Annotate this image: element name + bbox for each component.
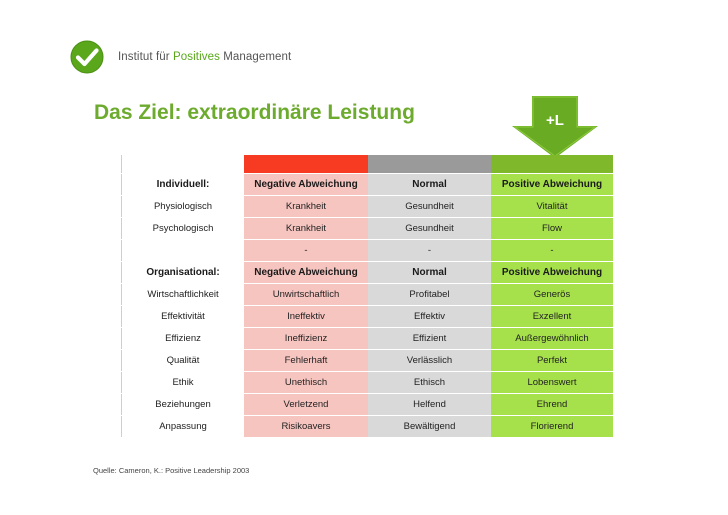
logo — [70, 40, 291, 74]
table-cell: Lobenswert — [491, 372, 613, 393]
table-cell: Ethik — [121, 372, 244, 393]
header-bar-blank — [121, 155, 244, 173]
table-cell: Positive Abweichung — [491, 174, 613, 195]
table-cell: Normal — [368, 174, 491, 195]
table-cell: Individuell: — [121, 174, 244, 195]
table-cell: Ethisch — [368, 372, 491, 393]
table-row — [121, 394, 613, 415]
table-row — [121, 328, 613, 349]
table-cell: Negative Abweichung — [244, 174, 368, 195]
table-cell: Organisational: — [121, 262, 244, 283]
table-cell: Effizient — [368, 328, 491, 349]
table-row — [121, 240, 613, 261]
table-cell: Gesundheit — [368, 218, 491, 239]
table-cell: Verlässlich — [368, 350, 491, 371]
comparison-table — [121, 154, 613, 438]
table-cell: Beziehungen — [121, 394, 244, 415]
table-cell: Negative Abweichung — [244, 262, 368, 283]
table-cell: Ineffektiv — [244, 306, 368, 327]
header-bar-normal — [368, 155, 491, 173]
checkmark-circle-icon — [70, 40, 104, 74]
table-cell: - — [491, 240, 613, 261]
table-cell: Effektiv — [368, 306, 491, 327]
logo-text-pre: Institut für — [118, 51, 173, 63]
table-row — [121, 350, 613, 371]
table-cell: Unwirtschaftlich — [244, 284, 368, 305]
page-title: Das Ziel: extraordinäre Leistung — [94, 101, 415, 124]
table-cell: Perfekt — [491, 350, 613, 371]
table-section-header — [121, 262, 613, 283]
table-cell: Ehrend — [491, 394, 613, 415]
table-cell: Effizienz — [121, 328, 244, 349]
table-cell: Positive Abweichung — [491, 262, 613, 283]
logo-text — [118, 51, 291, 63]
table-cell: Psychologisch — [121, 218, 244, 239]
table-cell: Bewältigend — [368, 416, 491, 437]
logo-text-highlight: Positives — [173, 51, 220, 63]
table-cell: Exzellent — [491, 306, 613, 327]
table-cell: Unethisch — [244, 372, 368, 393]
table-cell: Risikoavers — [244, 416, 368, 437]
table-row — [121, 284, 613, 305]
table-cell: Ineffizienz — [244, 328, 368, 349]
table-cell: Effektivität — [121, 306, 244, 327]
table-cell: Krankheit — [244, 218, 368, 239]
table-cell: Außergewöhnlich — [491, 328, 613, 349]
table-cell: Anpassung — [121, 416, 244, 437]
table-cell: Florierend — [491, 416, 613, 437]
table-cell: Fehlerhaft — [244, 350, 368, 371]
logo-text-post: Management — [219, 51, 292, 63]
table-cell: Krankheit — [244, 196, 368, 217]
table-cell: Physiologisch — [121, 196, 244, 217]
table-cell: Profitabel — [368, 284, 491, 305]
table-cell — [121, 240, 244, 261]
header-bar-positive — [491, 155, 613, 173]
table-row — [121, 306, 613, 327]
table-row — [121, 372, 613, 393]
table-cell: Verletzend — [244, 394, 368, 415]
table-cell: - — [244, 240, 368, 261]
table-cell: Normal — [368, 262, 491, 283]
table-cell: Helfend — [368, 394, 491, 415]
header-bar-negative — [244, 155, 368, 173]
arrow-label: +L — [546, 112, 564, 129]
table-cell: Gesundheit — [368, 196, 491, 217]
source-note: Quelle: Cameron, K.: Positive Leadership 2003 — [93, 466, 250, 475]
table-cell: - — [368, 240, 491, 261]
table-row — [121, 196, 613, 217]
table-cell: Qualität — [121, 350, 244, 371]
table-cell: Flow — [491, 218, 613, 239]
table-cell: Vitalität — [491, 196, 613, 217]
table-row — [121, 218, 613, 239]
table-header-bar — [121, 155, 613, 173]
table-row — [121, 416, 613, 437]
table-cell: Generös — [491, 284, 613, 305]
table-section-header — [121, 174, 613, 195]
table-cell: Wirtschaftlichkeit — [121, 284, 244, 305]
